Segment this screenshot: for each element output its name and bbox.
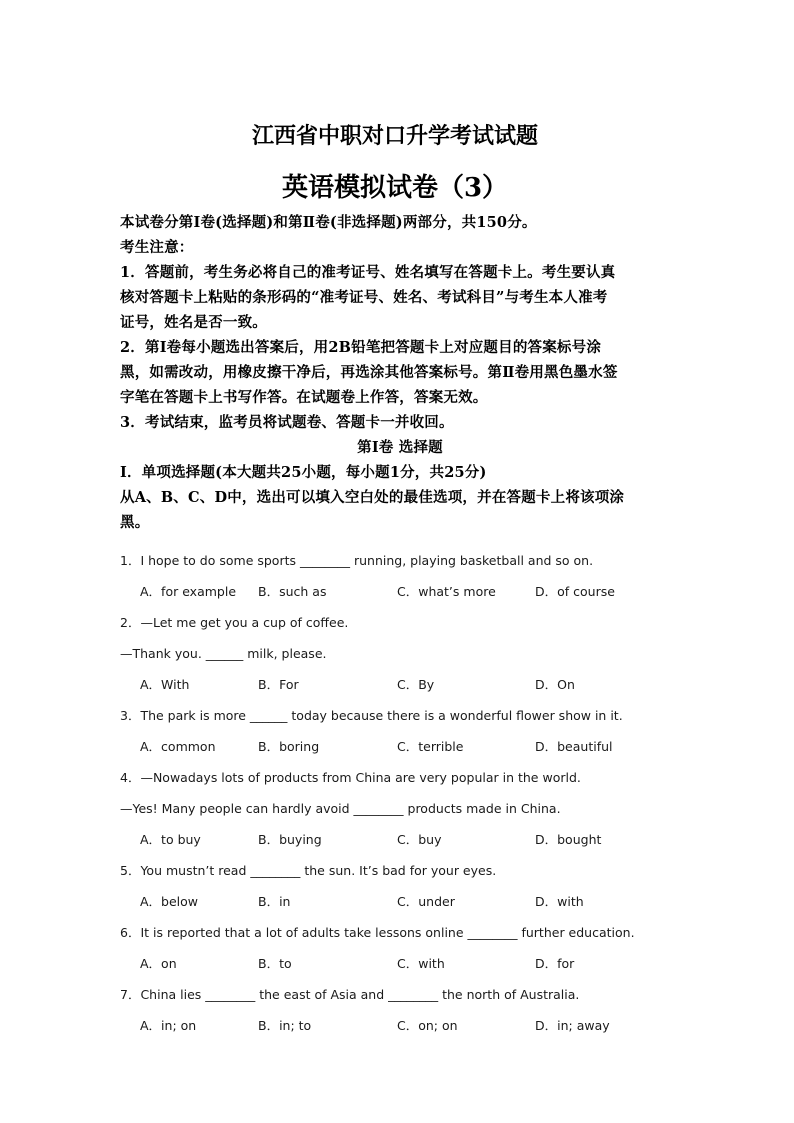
note-2-line-3: 字笔在答题卡上书写作答。在试题卷上作答，答案无效。 [120, 389, 488, 406]
note-1-line-2: 核对答题卡上粘贴的条形码的“准考证号、姓名、考试科目”与考生本人准考 [120, 289, 608, 306]
option-d: D．bought [535, 832, 602, 847]
option-d: D．of course [535, 584, 615, 599]
question-item [120, 979, 680, 1041]
option-a: A．With [140, 677, 190, 692]
option-b: B．buying [258, 832, 322, 847]
question-stem: 2．—Let me get you a cup of coffee. [120, 615, 349, 630]
option-c: C．terrible [397, 739, 464, 754]
option-c: C．on; on [397, 1018, 458, 1033]
option-a: A．for example [140, 584, 237, 599]
option-a: A．below [140, 894, 199, 909]
option-d: D．for [535, 956, 575, 971]
question-item [120, 855, 680, 917]
option-a: A．in; on [140, 1018, 197, 1033]
note-3: 3．考试结束，监考员将试题卷、答题卡一并收回。 [120, 414, 454, 431]
option-b: B．to [258, 956, 292, 971]
note-1-line-1: 1．答题前，考生务必将自己的准考证号、姓名填写在答题卡上。考生要认真 [120, 264, 616, 281]
option-c: C．buy [397, 832, 442, 847]
question-item [120, 762, 680, 855]
exam-subtitle: 英语模拟试卷（3） [281, 173, 509, 203]
section-heading: 第Ⅰ卷 选择题 [357, 439, 443, 456]
option-c: C．with [397, 956, 445, 971]
exam-title: 江西省中职对口升学考试试题 [251, 123, 538, 149]
option-row [120, 576, 680, 607]
option-d: D．in; away [535, 1018, 610, 1033]
option-a: A．to buy [140, 832, 201, 847]
notice-title: 考生注意： [120, 239, 194, 256]
instructions-block [120, 210, 680, 435]
question-item [120, 700, 680, 762]
question-item [120, 607, 680, 700]
option-row [120, 731, 680, 762]
question-stem: 3．The park is more ______ today because there is a wonderful flower show in it. [120, 708, 623, 723]
question-stem-continued: —Thank you. ______ milk, please. [120, 646, 327, 661]
question-stem: 6．It is reported that a lot of adults take lessons online ________ further education. [120, 925, 635, 940]
note-2-line-1: 2．第Ⅰ卷每小题选出答案后，用2B铅笔把答题卡上对应题目的答案标号涂 [120, 339, 602, 356]
question-list [120, 545, 680, 1041]
section-one [120, 435, 680, 535]
question-stem: 1．I hope to do some sports ________ running, playing basketball and so on. [120, 553, 594, 568]
part-title: Ⅰ．单项选择题(本大题共25小题，每小题1分，共25分) [120, 464, 487, 481]
direction-line-2: 黑。 [120, 514, 150, 531]
intro-text: 本试卷分第Ⅰ卷(选择题)和第Ⅱ卷(非选择题)两部分，共150分。 [120, 214, 537, 231]
question-stem: 4．—Nowadays lots of products from China are very popular in the world. [120, 770, 581, 785]
question-stem-continued: —Yes! Many people can hardly avoid ________ products made in China. [120, 801, 561, 816]
question-stem: 5．You mustn’t read ________ the sun. It’s bad for your eyes. [120, 863, 497, 878]
option-row [120, 669, 680, 700]
option-d: D．with [535, 894, 584, 909]
option-d: D．On [535, 677, 575, 692]
note-1-line-3: 证号，姓名是否一致。 [120, 314, 267, 331]
option-b: B．boring [258, 739, 320, 754]
option-c: C．By [397, 677, 435, 692]
direction-line-1: 从A、B、C、D中，选出可以填入空白处的最佳选项，并在答题卡上将该项涂 [120, 489, 625, 506]
option-b: B．in; to [258, 1018, 312, 1033]
option-a: A．on [140, 956, 177, 971]
note-2-line-2: 黑，如需改动，用橡皮擦干净后，再选涂其他答案标号。第Ⅱ卷用黑色墨水签 [120, 364, 618, 381]
option-row [120, 948, 680, 979]
question-stem: 7．China lies ________ the east of Asia and ________ the north of Australia. [120, 987, 580, 1002]
option-b: B．such as [258, 584, 327, 599]
option-a: A．common [140, 739, 216, 754]
option-row [120, 886, 680, 917]
option-row [120, 1010, 680, 1041]
option-b: B．in [258, 894, 291, 909]
option-d: D．beautiful [535, 739, 613, 754]
question-item [120, 545, 680, 607]
option-row [120, 824, 680, 855]
question-item [120, 917, 680, 979]
option-c: C．under [397, 894, 455, 909]
exam-page [120, 112, 680, 1041]
option-b: B．For [258, 677, 299, 692]
option-c: C．what’s more [397, 584, 496, 599]
